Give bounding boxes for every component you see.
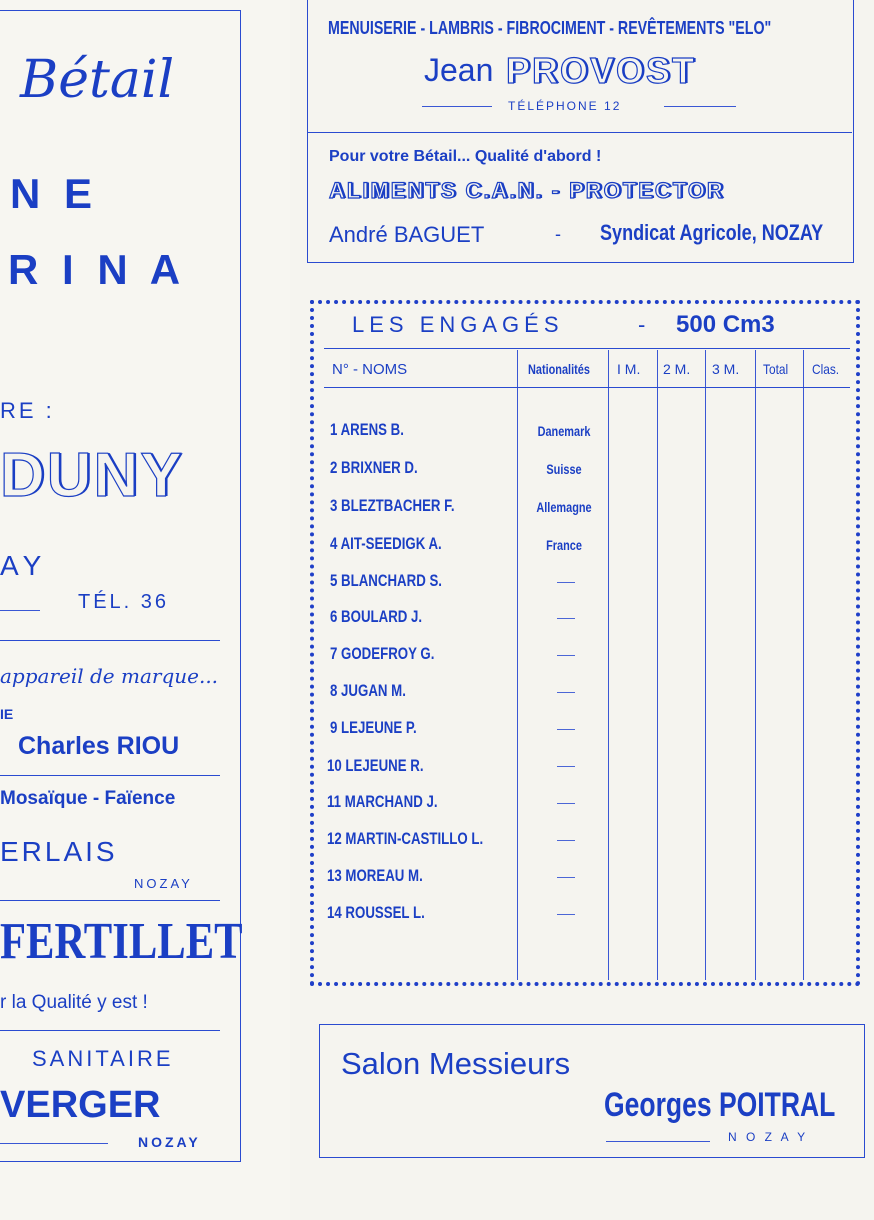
col-sep-4 (705, 350, 706, 980)
rider-nationality: France (546, 537, 582, 553)
provost-phone: TÉLÉPHONE 12 (508, 99, 622, 113)
betail-heading: Bétail (20, 50, 175, 110)
left-divider-1 (0, 640, 220, 641)
mosaique-text: Mosaïque - Faïence (0, 788, 176, 809)
nozay-1: NOZAY (134, 876, 193, 891)
poitral-name: Georges POITRAL (604, 1086, 836, 1124)
left-divider-4 (0, 1030, 220, 1031)
nationality-dash (557, 582, 575, 583)
col-sep-5 (755, 350, 756, 980)
header-nationalites: Nationalités (528, 361, 590, 377)
rider-name: 3 BLEZTBACHER F. (330, 496, 455, 515)
col-sep-6 (803, 350, 804, 980)
verger-text: VERGER (0, 1084, 161, 1126)
nozay-2: NOZAY (138, 1134, 201, 1150)
nationality-dash (557, 914, 575, 915)
tel-text: TÉL. 36 (78, 591, 170, 613)
provost-services: MENUISERIE - LAMBRIS - FIBROCIMENT - REVÊTEMENTS "ELO" (328, 18, 772, 38)
header-clas: Clas. (812, 361, 840, 377)
rider-name: 2 BRIXNER D. (330, 458, 418, 477)
rider-name: 12 MARTIN-CASTILLO L. (327, 829, 484, 848)
ay-text: AY (0, 550, 48, 581)
rider-name: 11 MARCHAND J. (327, 792, 438, 811)
header-total: Total (763, 361, 789, 377)
rider-nationality: Suisse (546, 461, 582, 477)
provost-first-name: Jean (424, 52, 494, 88)
nationality-dash (557, 803, 575, 804)
rider-name: 13 MOREAU M. (327, 866, 423, 885)
nationality-dash (557, 655, 575, 656)
poitral-city: N O Z A Y (728, 1130, 809, 1144)
rider-name: 6 BOULARD J. (330, 607, 423, 626)
baguet-sep: - (555, 224, 561, 244)
provost-divider (308, 132, 852, 133)
douny-heading: DUNY (0, 441, 184, 510)
baguet-name: André BAGUET (329, 222, 485, 247)
rider-name: 14 ROUSSEL L. (327, 903, 425, 922)
nationality-dash (557, 840, 575, 841)
rider-name: 5 BLANCHARD S. (330, 571, 442, 590)
qualite-text: r la Qualité y est ! (0, 992, 148, 1013)
header-2m: 2 M. (663, 361, 691, 377)
provost-last-name: PROVOST (506, 50, 697, 91)
poitral-salon: Salon Messieurs (341, 1046, 571, 1081)
provost-rule-right (664, 106, 736, 107)
engages-header-bottom (324, 387, 850, 388)
engages-title: LES ENGAGÉS (352, 312, 564, 337)
ie-text: IE (0, 706, 14, 722)
left-divider-3 (0, 900, 220, 901)
header-noms: N° - NOMS (332, 361, 408, 378)
provost-rule-left (422, 106, 492, 107)
rider-nationality: Danemark (537, 423, 591, 439)
erlais-text: ERLAIS (0, 836, 118, 867)
riou-text: Charles RIOU (18, 732, 180, 760)
rider-name: 4 AIT-SEEDIGK A. (330, 534, 442, 553)
header-3m: 3 M. (712, 361, 740, 377)
nationality-dash (557, 766, 575, 767)
rider-name: 7 GODEFROY G. (330, 644, 435, 663)
engages-dash: - (638, 312, 646, 337)
left-divider-2 (0, 775, 220, 776)
fertillet-text: FERTILLET (0, 913, 243, 970)
engages-category: 500 Cm3 (676, 311, 775, 338)
ne-heading: N E (10, 170, 99, 217)
rider-name: 9 LEJEUNE P. (330, 718, 417, 737)
rider-name: 10 LEJEUNE R. (327, 756, 424, 775)
nationality-dash (557, 729, 575, 730)
left-rule-2 (0, 1143, 108, 1144)
col-sep-2 (608, 350, 609, 980)
rina-heading: R I N A (8, 246, 187, 293)
nationality-dash (557, 618, 575, 619)
baguet-syndicat: Syndicat Agricole, NOZAY (600, 220, 824, 245)
re-text: RE : (0, 398, 55, 423)
rider-nationality: Allemagne (536, 499, 592, 515)
baguet-brand: ALIMENTS C.A.N. - PROTECTOR (329, 178, 725, 203)
engages-header-top (324, 348, 850, 349)
appareil-text: appareil de marque... (0, 664, 219, 688)
baguet-slogan: Pour votre Bétail... Qualité d'abord ! (329, 148, 602, 165)
col-sep-3 (657, 350, 658, 980)
poitral-rule (606, 1141, 710, 1142)
header-1m: I M. (617, 361, 641, 377)
nationality-dash (557, 692, 575, 693)
rider-name: 1 ARENS B. (330, 420, 404, 439)
nationality-dash (557, 877, 575, 878)
col-sep-1 (517, 350, 518, 980)
left-rule-1 (0, 610, 40, 611)
rider-name: 8 JUGAN M. (330, 681, 406, 700)
sanitaire-text: SANITAIRE (32, 1046, 174, 1071)
left-page (0, 0, 291, 1220)
